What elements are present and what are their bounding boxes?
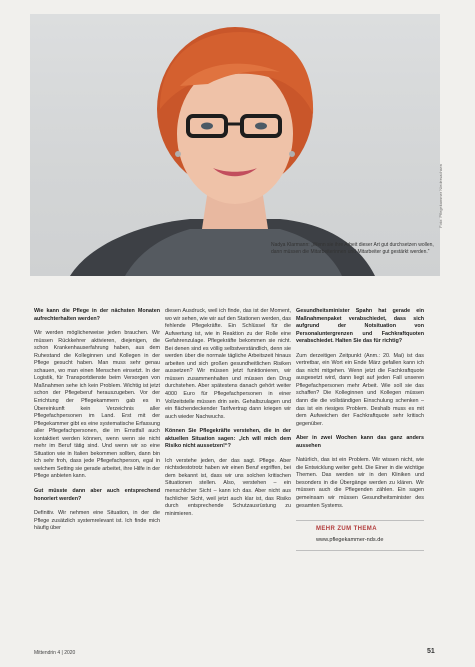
paragraph: Zum derzeitigen Zeitpunkt (Anm.: 20. Mai) ist das vertretbar, ein Wort ein Ende März gefallen kann ich das nicht mitgehen. Wenn jetzt die Fachkraftquote ausgesetzt wird, dann liegt auf jeden Fall unseren Pflegefachpersonen mehr Arbeit. Wie soll sie das schaffen? Die Kolleginnen und Kollegen müssen dann die die vollständigen Einschulung schenken – das ist ein riesiges Problem. Deshalb muss es mit dem Aufweichen der Fachkraftquote sehr kritisch gegenüber.	[296, 352, 424, 427]
issue-label: Mittendrin 4 | 2020	[34, 650, 76, 656]
article-column-3	[296, 308, 424, 551]
question-heading: Wie kann die Pflege in der nächsten Monaten aufrechterhalten werden?	[34, 308, 160, 322]
paragraph: Natürlich, das ist ein Problem. Wir wissen nicht, wie die Entwicklung weiter geht. Die Einer in die wichtige Themen. Das werden wir in den Kliniken und besonders in die Übergänge werden zu klären. Wir müssen auch die Pflegenden zählen. Ein sagen gemeinsam wir müssen Gesundheitsminister des gesamten Systems.	[296, 457, 424, 509]
paragraph: Definitiv. Wir nehmen eine Situation, in der die Pflege zusätzlich systemrelevant ist. Ich finde mich häufig über	[34, 510, 160, 532]
paragraph: diesen Ausdruck, weil ich finde, das ist der Moment, wo wir sehen, wie wir auf den Stationen werden, das fehlende Pflegekräfte. Ein Schlüssel für die Aufwertung ist, wie in Reaktion zu der Rolle eine Gefahrenzulage. Pflegekräfte bekommen sie nicht. Bei denen sind es völlig selbstverständlich, denn sie werden über die normale tägliche Arbeitszeit hinaus arbeiten und sich großen gesundheitlichen Risiken aussetzen? Wir müssen jetzt funktionieren, wir müssen zusammenhalten und müssen den Drug durchstehen. Aber spätestens danach gehört weiter 4000 Euro für Pflegefachpersonen in einer Vollzeitstelle müssen drin sein. Gehaltszulagen und ein flächendeckender Tarifvertrag dann kriegen wir auch wieder Nachwuchs.	[165, 308, 291, 420]
question-heading: Aber in zwei Wochen kann das ganz anders aussehen	[296, 435, 424, 449]
photo-credit: Foto: Pflegekammer Niedersachsen	[438, 164, 443, 228]
portrait-photo	[30, 14, 443, 276]
question-heading: Gesundheitsminister Spahn hat gerade ein Maßnahmenpaket verabschiedet, dass sich aufgrund der Notsituation von Personaluntergrenzen und Fachkraftquoten verabschiedet. Halten Sie das für richtig?	[296, 308, 424, 345]
more-info-box	[296, 520, 424, 551]
page-number: 51	[427, 648, 435, 655]
article-column-2	[165, 308, 291, 525]
question-heading: Können Sie Pflegekräfte verstehen, die in der aktuellen Situation sagen: „Ich will mich dem Risiko nicht aussetzen!“?	[165, 428, 291, 450]
portrait-illustration	[30, 14, 440, 276]
paragraph: Wir werden möglicherweise jeden brauchen. Wir müssen Rückkehrer aktivieren, diejenigen, die schon Krankenhauserfahrung haben, aus dem Ruhestand die Kolleginnen und Kollegen in der Pflege gesucht haben. Man muss sehr genau schauen, wo man einen Menschen einsetzt. In der Logistik, für Transportdienste beim Versorgen von Maßnahmen sehe ich kein Problem. Wichtig ist jetzt schon der Pflegeberuf herauszugeben. Vor der Errichtung der Pflegekammern gab es in Übereinkunft kein Verzeichnis aller Pflegefachpersonen im Land. Erst mit der Pflegekammer gibt es eine systematische Erfassung aller Pflegefachpersonen, die im Ernstfall auch kontaktiert werden können, wenn wenn sie nicht mehr im Beruf tätig sind. Und wenn wir so eine Situation wie in Italien bekommen sollten, dann bin ich sehr froh, dass jede Pflegefachperson, egal in welchem Setting sie gerade arbeitet, ihre Hilfe in der Pflege anbieten kann.	[34, 330, 160, 480]
question-heading: Gut müsste dann aber auch entsprechend honoriert werden?	[34, 488, 160, 502]
website-link[interactable]: www.pflegekammer-nds.de	[316, 536, 384, 543]
photo-caption: Nadya Klarmann: „Wenn sie ihre Arbeit dieser Art gut durchsetzen wollen, dann müssen die Mitarbeiterinnen und Mitarbeiter gut gestärkt werden.“	[271, 242, 434, 255]
article-column-1	[34, 308, 160, 540]
more-title: MEHR ZUM THEMA	[316, 526, 377, 533]
paragraph: Ich verstehe jeden, der das sagt. Pflege. Aber nichtsdestotrotz haben wir einen Beruf ergriffen, bei dem bekannt ist, dass wir uns solchen kritischen Situationen stellen. Also, verstehen – ein menschlicher Sicht – kann ich das. Aber nicht aus fachlicher Sicht, weil jetzt auch klar ist, das Risiko durch entsprechende Schutzausrüstung zu minimieren.	[165, 457, 291, 517]
